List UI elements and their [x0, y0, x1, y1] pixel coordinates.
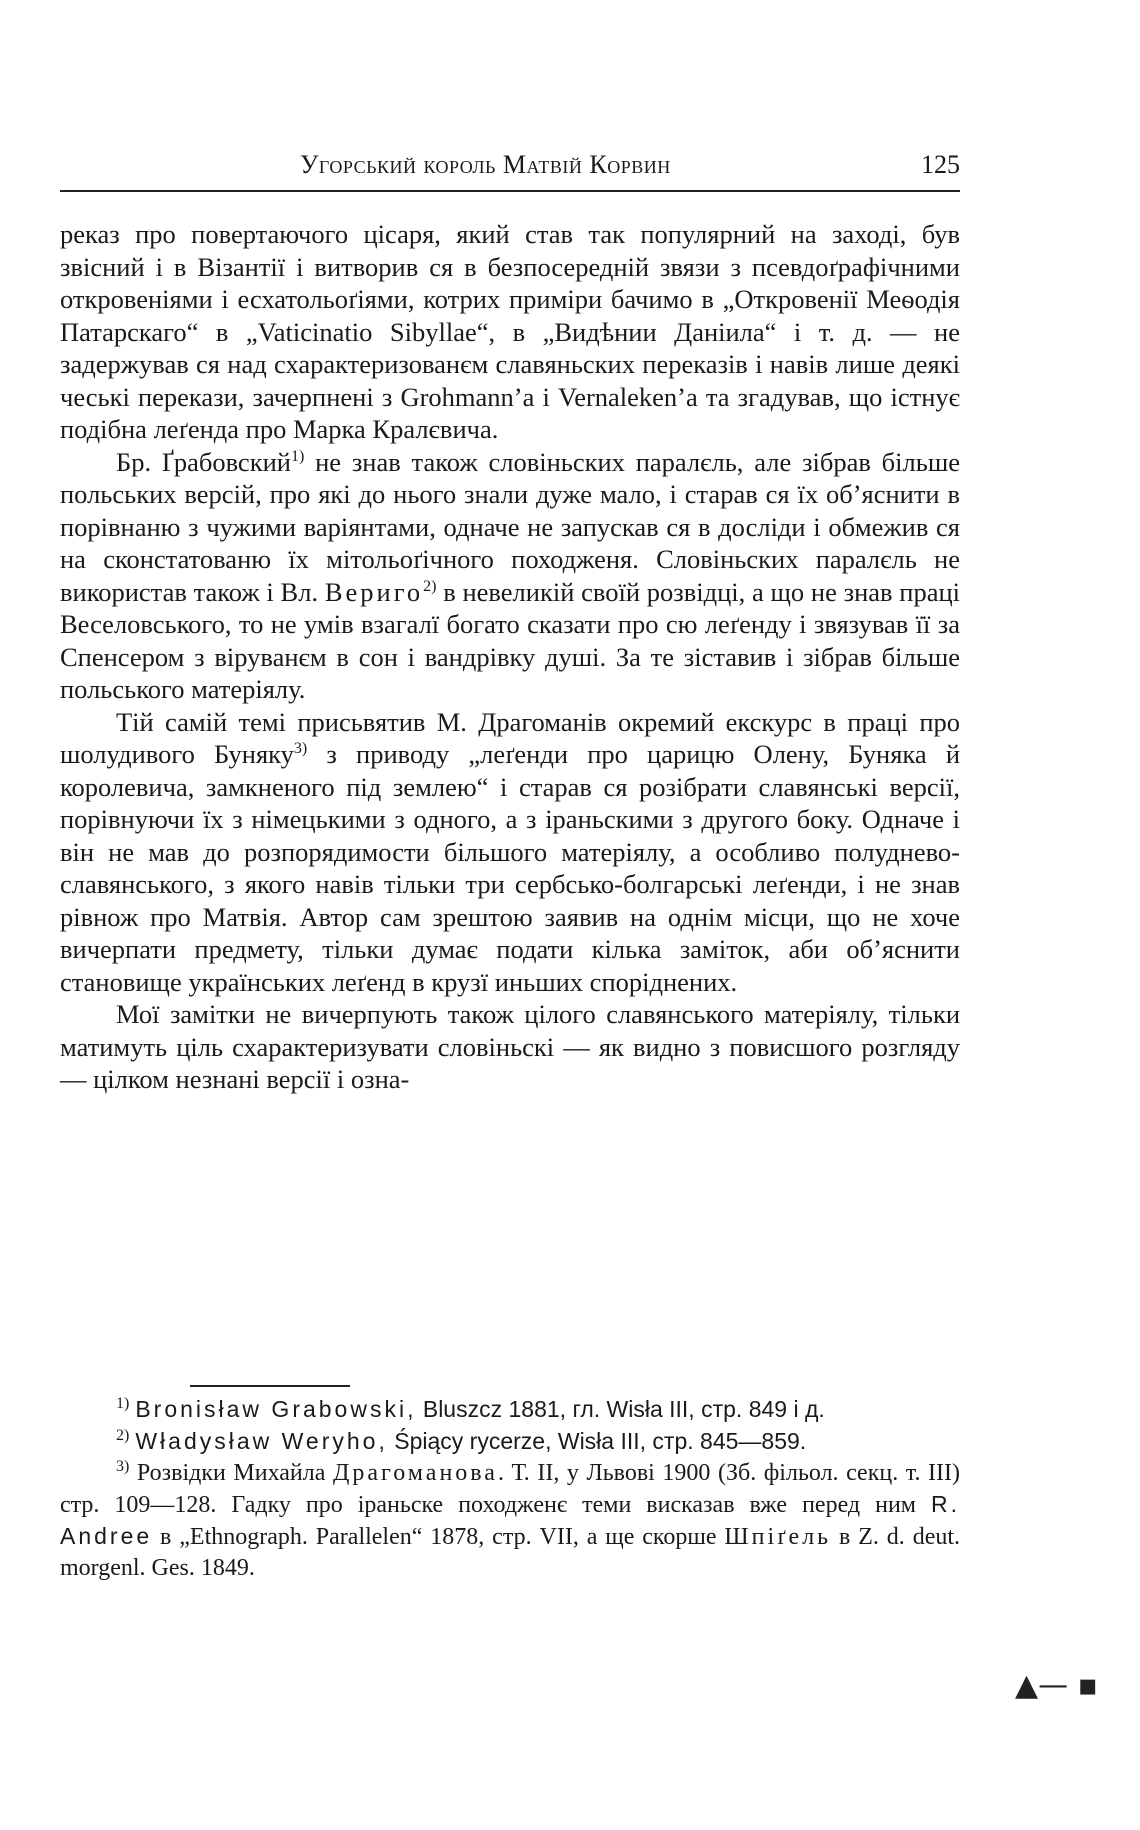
paragraph-text: реказ про повертаючого цісаря, який став так популярний на заході, був звісний і в Візантії і витворив ся в безпосередній звязи з псевдоґрафічними откровеніями і есхатольоґіями, котрих приміри бачимо в „Откровенії Меѳодія Патарскаго“ в „Vaticinatio Sibyllae“, в „Видѣнии Даніила“ і т. д. — не задержував ся над схарактеризованєм славяньских переказів і навів лише деякі чеські перекази, зачерпнені з Grohmann’а і Vernaleken’а та згадував, що істнує подібна леґенда про Марка Кралєвича.	[60, 219, 960, 444]
paragraph-3	[60, 706, 960, 999]
printer-mark: ▲— ▪	[1015, 1668, 1098, 1703]
paragraph-2	[60, 446, 960, 706]
footnote-author: Władysław Weryho,	[135, 1428, 388, 1454]
footnote-ref-3: 3)	[293, 740, 308, 758]
page-header	[60, 150, 960, 192]
footnotes	[60, 1394, 960, 1584]
footnote-mark: 2)	[116, 1427, 130, 1444]
paragraph-1	[60, 218, 960, 446]
footnote-text: в „Ethnograph. Parallelen“ 1878, стр. VII, а ще скорше	[152, 1524, 725, 1550]
footnote-ref-2: 2)	[423, 577, 437, 595]
footnote-2	[60, 1426, 960, 1458]
spaced-name: Вериго	[324, 576, 424, 607]
page-number: 125	[921, 150, 960, 179]
footnote-mark: 3)	[116, 1458, 130, 1475]
footnote-author: Шпіґель	[724, 1524, 832, 1550]
footnote-text: Śpiący rycerze, Wisła III, стр. 845—859.	[387, 1428, 807, 1454]
footnote-text: . Т. II, у Львові 1900 (Зб. фільол. секц. т. III) стр. 109—128. Гадку про іраньске походженє теми висказав вже перед ним	[60, 1460, 960, 1518]
main-text	[60, 218, 960, 1096]
footnote-author: R. Andree	[60, 1491, 960, 1549]
paragraph-text: Мої замітки не вичерпують також цілого славянського матеріялу, тільки матимуть ціль схарактеризувати словіньскі — як видно з повисшого розгляду — цілком незнані версії і озна-	[60, 999, 960, 1094]
footnote-3	[60, 1458, 960, 1584]
footnote-1	[60, 1394, 960, 1426]
footnote-mark: 1)	[116, 1395, 130, 1412]
footnote-author: Драгоманова	[332, 1460, 498, 1486]
paragraph-text: Бр. Ґрабовский	[116, 446, 291, 477]
paragraph-text: Тій самій темі присьвятив М. Драгоманів окремий екскурс в праці про шолудивого Буняку	[60, 706, 960, 769]
footnote-author: Bronisław Grabowski,	[135, 1396, 417, 1422]
footnote-ref-1: 1)	[290, 447, 305, 465]
footnote-text: в Z. d. deut. morgenl. Ges. 1849.	[60, 1524, 961, 1581]
paragraph-text: з приводу „леґенди про царицю Олену, Буняка й королевича, замкненого під землею“ і старав ся розібрати славянські версії, порівнуючи їх з німецькими з одного, а з іраньскими з другого боку. Одначе і він не мав до розпорядимости більшого матеріялу, а особливо полуднево-славянського, з якого навів тільки три сербсько-болгарські леґенди, і не знав рівнож про Матвія. Автор сам зрештою заявив на однім місци, що не хоче вичерпати предмету, тільки думає подати кілька заміток, аби об’яснити становище українських леґенд в крузї иньших споріднених.	[60, 739, 961, 997]
footnote-divider	[190, 1385, 350, 1387]
paragraph-text: не знав також словіньских паралєль, але зібрав більше польських версій, про які до нього знали дуже мало, і старав ся їх об’яснити в порівнаню з чужими варіянтами, одначе не запускав ся в досліди і обмежив ся на сконстатованю їх мітольоґічного походженя. Словіньских паралєль не використав також і Вл.	[60, 446, 960, 607]
footnote-text: Bluszcz 1881, гл. Wisła III, стр. 849 і д.	[416, 1396, 825, 1422]
paragraph-4	[60, 998, 960, 1096]
footnote-text: Розвідки Михайла	[136, 1460, 333, 1486]
paragraph-text: в невеликій своїй розвідці, а що не знав праці Веселовського, то не умів взагалї богато сказати про сю леґенду і звязував її за Спенсером з віруванєм в сон і вандрівку душі. За те зіставив і зібрав більше польського матеріялу.	[60, 576, 961, 704]
running-title: Угорський король Матвій Корвин	[300, 150, 671, 179]
